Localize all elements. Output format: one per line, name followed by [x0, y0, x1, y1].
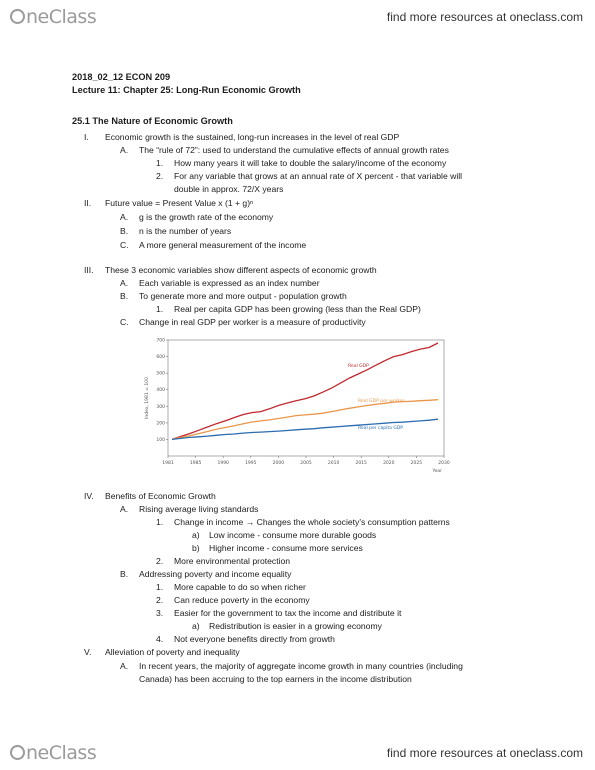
outline-text: Future value = Present Value x (1 + g)ⁿ [105, 198, 254, 208]
outline-text: Change in income → Changes the whole society's consumption patterns [174, 517, 450, 527]
outline-text: For any variable that grows at an annual rate of X percent - that variable will [174, 171, 463, 181]
outline-text: More environmental protection [174, 556, 291, 566]
x-tick-label: 1990 [217, 461, 229, 466]
y-tick-label: 200 [156, 421, 165, 427]
outline-marker: C. [120, 317, 129, 327]
outline-text: In recent years, the majority of aggregate income growth in many countries (including [139, 661, 463, 671]
oneclass-logo[interactable]: neClass [10, 6, 96, 28]
section-heading: 25.1 The Nature of Economic Growth [72, 116, 233, 126]
outline-marker: a) [192, 621, 200, 631]
outline-marker: A. [120, 212, 129, 222]
outline-text: Higher income - consume more services [209, 543, 363, 553]
outline-marker: IV. [84, 491, 94, 501]
x-tick-label: 2020 [383, 461, 395, 466]
x-tick-label: 1995 [245, 461, 257, 466]
outline-text: n is the number of years [139, 226, 232, 236]
x-tick-label: 1981 [162, 461, 174, 466]
outline-marker: B. [120, 291, 129, 301]
outline-marker: 1. [156, 582, 164, 592]
x-tick-label: 2000 [272, 461, 285, 466]
series-line [172, 400, 438, 440]
footer-tagline[interactable]: find more resources at oneclass.com [386, 746, 583, 760]
y-tick-label: 300 [156, 404, 165, 410]
x-tick-label: 1985 [189, 461, 202, 466]
outline-marker: b) [192, 543, 200, 553]
x-tick-label: 2010 [327, 461, 340, 466]
y-tick-label: 400 [156, 388, 165, 394]
doc-title: 2018_02_12 ECON 209 [72, 72, 171, 82]
series-label: Real GDP [348, 364, 369, 369]
outline-text: The “rule of 72”: used to understand the cumulative effects of annual growth rates [139, 145, 449, 155]
outline-marker: I. [84, 132, 89, 142]
outline-marker: C. [120, 240, 129, 250]
outline-text: Redistribution is easier in a growing economy [209, 621, 382, 631]
chart-svg [140, 334, 460, 484]
x-tick-label: 2025 [410, 461, 423, 466]
x-tick-label: 2030 [438, 461, 450, 466]
outline-marker: 2. [156, 556, 164, 566]
outline-marker: B. [120, 226, 129, 236]
outline-text: Addressing poverty and income equality [139, 569, 292, 579]
outline-marker: B. [120, 569, 129, 579]
series-label: Real GDP per worker [358, 399, 405, 404]
doc-subtitle: Lecture 11: Chapter 25: Long-Run Economic Growth [72, 85, 301, 95]
outline-marker: 1. [156, 158, 164, 168]
outline-text: How many years it will take to double the salary/income of the economy [174, 158, 447, 168]
outline-marker: 4. [156, 634, 164, 644]
y-axis-label: Index, 1981 = 100 [145, 377, 150, 419]
outline-marker: A. [120, 504, 129, 514]
outline-marker: A. [120, 278, 129, 288]
outline-text: Real per capita GDP has been growing (less than the Real GDP) [174, 304, 421, 314]
outline-text: Alleviation of poverty and inequality [105, 647, 240, 657]
outline-marker: 1. [156, 517, 164, 527]
outline-text: Change in real GDP per worker is a measure of productivity [139, 317, 366, 327]
outline-marker: 2. [156, 171, 164, 181]
outline-text: More capable to do so when richer [174, 582, 306, 592]
logo-circle-icon [10, 745, 25, 760]
outline-text: Economic growth is the sustained, long-run increases in the level of real GDP [105, 132, 400, 142]
series-label: Real per capita GDP [358, 426, 403, 431]
outline-text: Each variable is expressed as an index number [139, 278, 320, 288]
x-tick-label: 2015 [355, 461, 367, 466]
outline-text: A more general measurement of the income [139, 240, 307, 250]
header-tagline[interactable]: find more resources at oneclass.com [386, 10, 583, 24]
series-line [172, 343, 438, 439]
outline-marker: 3. [156, 608, 164, 618]
outline-text: double in approx. 72/X years [174, 184, 284, 194]
outline-text: Canada) has been accruing to the top earners in the income distribution [139, 674, 412, 684]
y-tick-label: 600 [156, 355, 165, 361]
outline-text: Easier for the government to tax the income and distribute it [174, 608, 402, 618]
oneclass-footer [0, 738, 595, 770]
outline-marker: 2. [156, 595, 164, 605]
outline-text: These 3 economic variables show different aspects of economic growth [105, 265, 377, 275]
x-tick-label: 2005 [300, 461, 312, 466]
outline-text: Can reduce poverty in the economy [174, 595, 310, 605]
outline-text: Benefits of Economic Growth [105, 491, 216, 501]
outline-marker: 1. [156, 304, 164, 314]
outline-text: To generate more and more output - population growth [139, 291, 347, 301]
outline-marker: A. [120, 145, 129, 155]
x-axis-label: Year [432, 469, 442, 474]
outline-marker: A. [120, 661, 129, 671]
outline-marker: III. [84, 265, 94, 275]
y-tick-label: 700 [156, 338, 165, 344]
outline-text: Low income - consume more durable goods [209, 530, 377, 540]
oneclass-header [0, 0, 595, 32]
outline-text: Not everyone benefits directly from growth [174, 634, 335, 644]
outline-marker: V. [84, 647, 92, 657]
logo-circle-icon [10, 9, 25, 24]
outline-text: Rising average living standards [139, 504, 259, 514]
outline-marker: a) [192, 530, 200, 540]
growth-index-chart [140, 334, 460, 484]
y-tick-label: 500 [156, 371, 165, 377]
oneclass-logo-footer[interactable]: neClass [10, 742, 96, 764]
outline-marker: II. [84, 198, 92, 208]
outline-text: g is the growth rate of the economy [139, 212, 274, 222]
y-tick-label: 100 [156, 437, 165, 443]
